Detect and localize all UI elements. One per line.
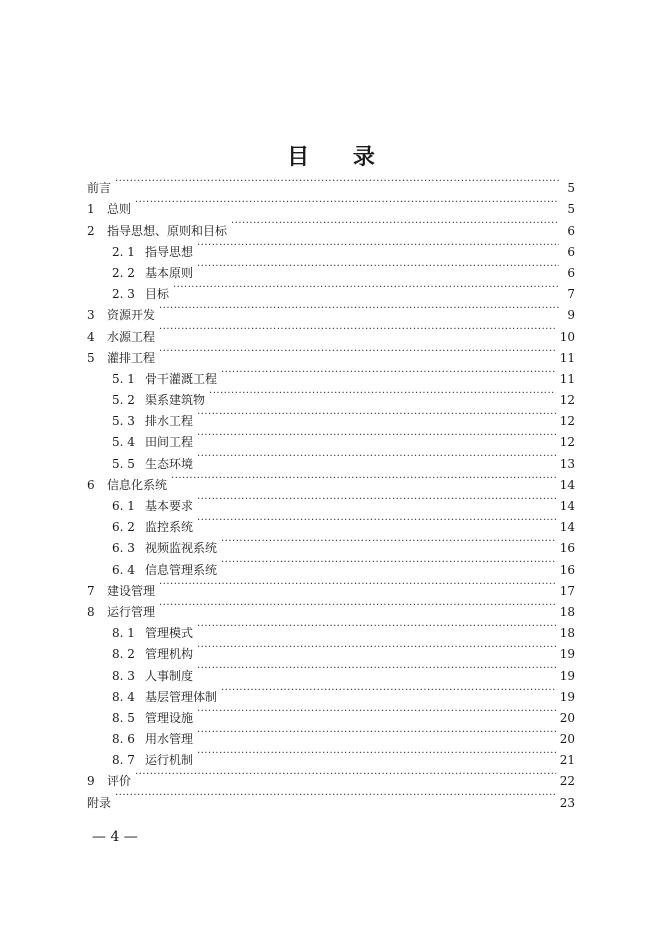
toc-leader-dots — [221, 552, 556, 573]
toc-entry-page: 6 — [567, 223, 575, 238]
toc-leader-dots — [159, 298, 559, 319]
toc-entry-page: 9 — [567, 308, 575, 323]
toc-entry-label: 总则 — [107, 202, 132, 217]
toc-entry-page: 12 — [559, 414, 575, 429]
toc-entry-number: 2 — [87, 223, 95, 238]
toc-entry[interactable] — [87, 764, 575, 789]
toc-leader-dots — [115, 785, 556, 806]
toc-entry-page: 20 — [559, 710, 575, 725]
toc-leader-dots — [197, 722, 556, 743]
toc-entry-page: 17 — [559, 583, 575, 598]
toc-entry-number: 8. 1 — [112, 626, 135, 641]
toc-entry-number: 9 — [87, 774, 95, 789]
toc-entry-label: 信息化系统 — [107, 477, 168, 492]
toc-entry-number: 5. 3 — [112, 414, 135, 429]
toc-leader-dots — [197, 510, 556, 531]
toc-leader-dots — [159, 574, 556, 595]
toc-entry-page: 13 — [559, 456, 575, 471]
toc-leader-dots — [221, 680, 556, 701]
toc-leader-dots — [197, 743, 556, 764]
toc-entry-label: 田间工程 — [145, 435, 194, 450]
toc-leader-dots — [197, 701, 556, 722]
toc-leader-dots — [221, 531, 556, 552]
toc-entry-number: 8. 6 — [112, 732, 135, 747]
toc-entry-number: 6. 4 — [112, 562, 135, 577]
toc-entry-number: 5. 4 — [112, 435, 135, 450]
toc-entry-number: 5 — [87, 350, 95, 365]
toc-leader-dots — [197, 658, 556, 679]
toc-entry[interactable] — [87, 192, 575, 217]
toc-entry-label: 渠系建筑物 — [145, 393, 206, 408]
table-of-contents — [87, 171, 575, 810]
toc-entry[interactable] — [87, 616, 575, 641]
toc-entry-label: 基本要求 — [145, 499, 194, 513]
toc-entry-number: 7 — [87, 583, 95, 598]
toc-entry-label: 附录 — [87, 795, 112, 810]
toc-entry-page: 18 — [559, 604, 575, 619]
toc-leader-dots — [197, 446, 556, 467]
toc-entry[interactable] — [87, 595, 575, 619]
toc-entry-page: 11 — [559, 350, 575, 365]
toc-leader-dots — [231, 213, 559, 234]
toc-entry-number: 2. 3 — [112, 287, 135, 302]
toc-leader-dots — [197, 235, 559, 256]
toc-entry-number: 6. 2 — [112, 520, 135, 535]
toc-entry-page: 16 — [559, 541, 575, 556]
toc-entry-number: 8. 5 — [112, 710, 135, 725]
toc-leader-dots — [159, 319, 556, 340]
toc-entry[interactable] — [87, 574, 575, 598]
toc-entry-number: 8. 4 — [112, 689, 135, 704]
toc-entry-number: 5. 1 — [112, 371, 135, 386]
toc-entry-page: 5 — [567, 202, 575, 217]
toc-leader-dots — [159, 341, 556, 362]
page-title: 目 录 — [287, 145, 393, 170]
toc-entry-page: 6 — [567, 265, 575, 280]
toc-entry-number: 4 — [87, 329, 95, 344]
toc-entry[interactable] — [87, 785, 575, 810]
page-number: — 4 — — [92, 829, 138, 845]
toc-entry-number: 8. 7 — [112, 753, 135, 768]
toc-entry-page: 11 — [559, 371, 575, 386]
toc-leader-dots — [135, 192, 559, 213]
toc-entry[interactable] — [87, 171, 575, 196]
toc-entry-page: 14 — [559, 520, 575, 535]
toc-entry-label: 基本原则 — [145, 265, 194, 280]
toc-entry-page: 14 — [559, 477, 575, 492]
toc-entry-label: 目标 — [145, 287, 170, 302]
toc-entry-label: 监控系统 — [145, 520, 194, 535]
toc-entry[interactable] — [87, 362, 575, 386]
toc-leader-dots — [221, 362, 556, 383]
toc-leader-dots — [197, 404, 556, 425]
toc-leader-dots — [197, 637, 556, 658]
toc-entry-number: 5. 5 — [112, 456, 135, 471]
toc-entry-label: 运行管理 — [107, 604, 156, 619]
toc-entry-number: 2. 1 — [112, 244, 135, 259]
toc-entry[interactable] — [87, 319, 575, 344]
toc-entry-label: 骨干灌溉工程 — [145, 371, 218, 386]
toc-entry-label: 评价 — [107, 774, 132, 789]
toc-entry[interactable] — [87, 298, 575, 323]
toc-entry-number: 6. 3 — [112, 541, 135, 556]
toc-leader-dots — [197, 489, 556, 510]
toc-entry-label: 信息管理系统 — [145, 562, 218, 577]
toc-entry-number: 3 — [87, 308, 95, 323]
toc-entry[interactable] — [87, 341, 575, 365]
toc-leader-dots — [197, 256, 559, 277]
toc-entry-label: 管理机构 — [145, 647, 194, 662]
toc-entry-label: 前言 — [87, 181, 112, 196]
toc-leader-dots — [171, 468, 556, 489]
toc-entry-page: 12 — [559, 435, 575, 450]
toc-entry-page: 22 — [559, 774, 575, 789]
toc-entry-number: 5. 2 — [112, 393, 135, 408]
toc-entry-label: 资源开发 — [107, 308, 156, 323]
toc-leader-dots — [173, 277, 559, 298]
toc-entry-page: 23 — [559, 795, 575, 810]
toc-entry-label: 排水工程 — [145, 414, 194, 429]
toc-entry-label: 建设管理 — [107, 583, 156, 598]
toc-entry-page: 6 — [567, 244, 575, 259]
toc-entry-page: 10 — [559, 329, 575, 344]
toc-entry-number: 1 — [87, 202, 95, 217]
toc-entry-number: 6. 1 — [112, 499, 135, 513]
toc-entry-page: 20 — [559, 732, 575, 747]
toc-entry-label: 人事制度 — [145, 668, 194, 683]
toc-entry-number: 8 — [87, 604, 95, 619]
toc-leader-dots — [115, 171, 559, 192]
toc-entry-page: 14 — [559, 499, 575, 513]
toc-entry-page: 12 — [559, 393, 575, 408]
toc-entry-page: 7 — [567, 287, 575, 302]
toc-entry-page: 16 — [559, 562, 575, 577]
toc-entry-label: 指导思想 — [145, 244, 194, 259]
toc-entry-label: 运行机制 — [145, 753, 194, 768]
toc-entry-label: 生态环境 — [145, 456, 194, 471]
toc-entry-page: 19 — [559, 668, 575, 683]
toc-entry-page: 19 — [559, 689, 575, 704]
toc-entry-number: 6 — [87, 477, 95, 492]
toc-entry[interactable] — [87, 213, 575, 238]
toc-entry-label: 指导思想、原则和目标 — [107, 223, 228, 238]
toc-entry-page: 19 — [559, 647, 575, 662]
toc-leader-dots — [135, 764, 556, 785]
toc-entry-label: 视频监视系统 — [145, 541, 218, 556]
toc-entry-label: 管理设施 — [145, 710, 194, 725]
toc-leader-dots — [197, 616, 556, 637]
toc-leader-dots — [197, 425, 556, 446]
toc-leader-dots — [209, 383, 556, 404]
toc-entry-label: 水源工程 — [107, 329, 156, 344]
toc-entry-label: 基层管理体制 — [145, 689, 218, 704]
toc-entry-label: 用水管理 — [145, 732, 194, 747]
toc-entry-number: 8. 3 — [112, 668, 135, 683]
toc-entry-number: 8. 2 — [112, 647, 135, 662]
toc-entry-page: 5 — [567, 181, 575, 196]
toc-entry-number: 2. 2 — [112, 265, 135, 280]
toc-leader-dots — [159, 595, 556, 616]
toc-entry-page: 18 — [559, 626, 575, 641]
toc-entry-page: 21 — [559, 753, 575, 768]
toc-entry-label: 管理模式 — [145, 626, 194, 641]
toc-entry-label: 灌排工程 — [107, 350, 156, 365]
